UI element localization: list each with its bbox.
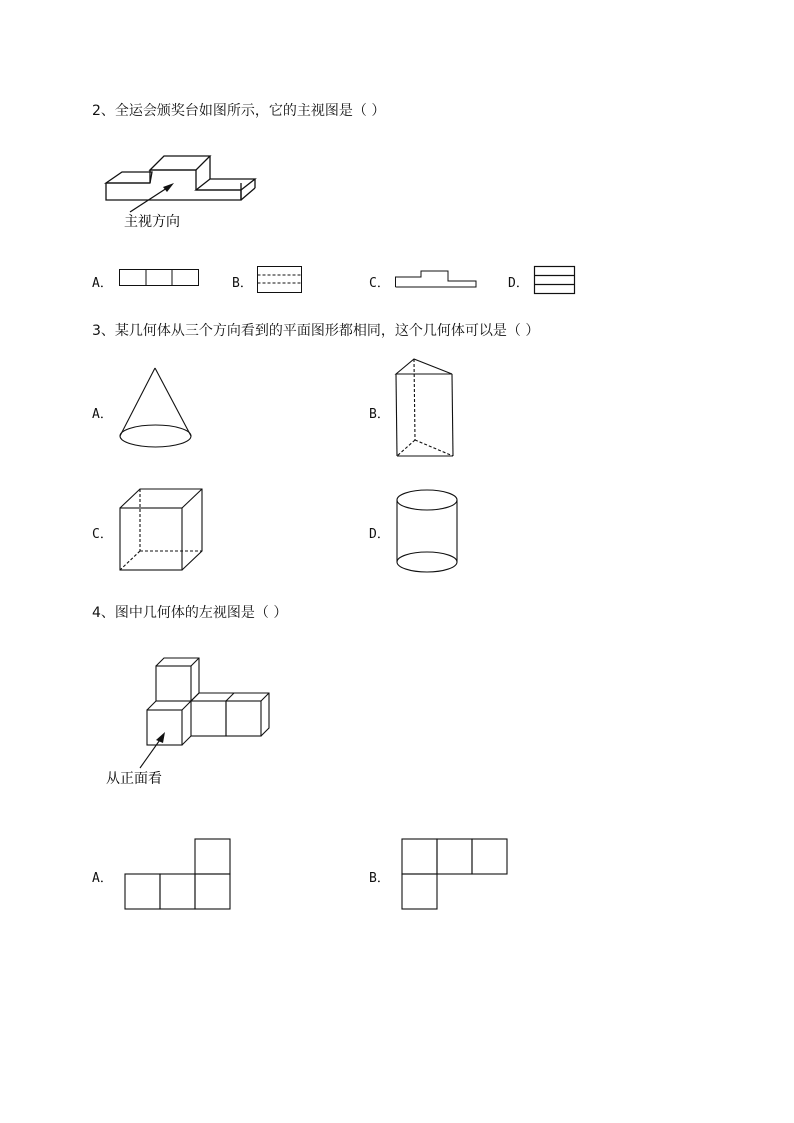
- cube-figure[interactable]: [117, 487, 205, 575]
- view-direction-caption: 主视方向: [124, 214, 180, 230]
- q2-option-b-figure[interactable]: [256, 265, 304, 295]
- q2-option-d-figure[interactable]: [533, 265, 577, 296]
- cylinder-figure[interactable]: [394, 487, 460, 575]
- q4-option-a-figure[interactable]: [123, 838, 233, 912]
- cube-stack-figure: [100, 655, 278, 790]
- q3-option-c-label[interactable]: C．: [92, 527, 113, 542]
- q2-option-c-figure[interactable]: [394, 268, 478, 290]
- q2-option-c-label[interactable]: C．: [369, 276, 390, 291]
- q3-option-b-label[interactable]: B．: [369, 407, 390, 422]
- q3-option-a-label[interactable]: A．: [92, 407, 113, 422]
- question-4-text: 4、图中几何体的左视图是（ ）: [92, 605, 288, 621]
- q4-option-a-label[interactable]: A．: [92, 871, 113, 886]
- q4-option-b-figure[interactable]: [400, 838, 510, 912]
- triangular-prism-figure[interactable]: [392, 356, 458, 460]
- q4-option-b-label[interactable]: B．: [369, 871, 390, 886]
- view-from-front-caption: 从正面看: [106, 771, 162, 787]
- q2-option-b-label[interactable]: B．: [232, 276, 253, 291]
- cone-figure[interactable]: [116, 365, 196, 451]
- q2-option-a-label[interactable]: A．: [92, 276, 113, 291]
- q3-option-d-label[interactable]: D．: [369, 527, 390, 542]
- q2-option-d-label[interactable]: D．: [508, 276, 529, 291]
- q2-option-a-figure[interactable]: [118, 268, 200, 288]
- podium-figure: [100, 150, 265, 235]
- question-2-text: 2、全运会颁奖台如图所示，它的主视图是（ ）: [92, 103, 386, 119]
- question-3-text: 3、某几何体从三个方向看到的平面图形都相同，这个几何体可以是（ ）: [92, 323, 540, 339]
